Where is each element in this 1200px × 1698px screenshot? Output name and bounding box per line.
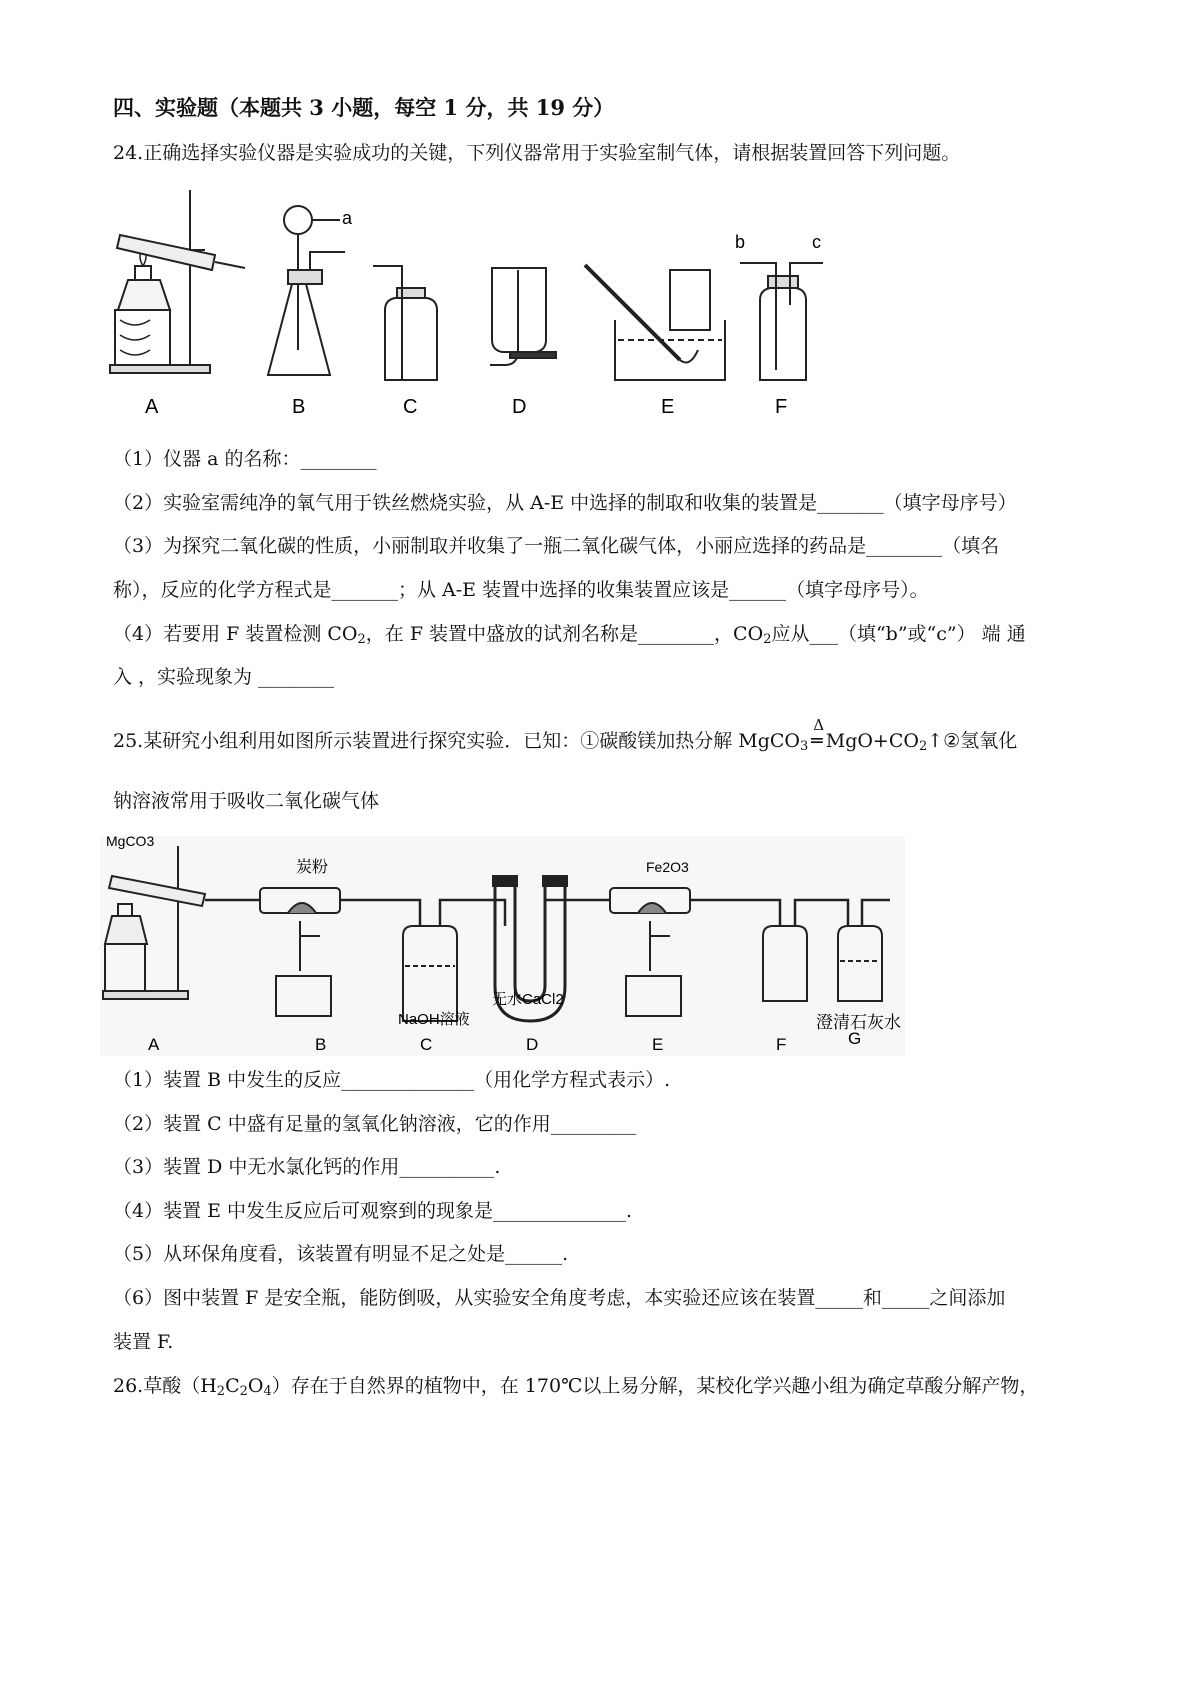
- q24-p3b: 称），反应的化学方程式是_______；从 A-E 装置中选择的收集装置应该是______（填字母序号）。: [113, 579, 929, 601]
- q25-stem-part3: ↑②氢氧化: [927, 730, 1018, 752]
- q25-apparatus-figure: [0, 826, 1200, 1058]
- section-title: 四、实验题（本题共 3 小题，每空 1 分，共 19 分）: [113, 95, 615, 120]
- apparatus-a: [110, 190, 245, 373]
- fig1-label-a: A: [145, 396, 159, 418]
- q25-stem-arrow: Δ ═: [811, 728, 822, 754]
- q25-p6b: 装置 F.: [113, 1331, 174, 1353]
- q25-p4: （4）装置 E 中发生反应后可观察到的现象是______________.: [113, 1200, 633, 1222]
- q26-sub2: 2: [239, 1384, 248, 1399]
- q24-stem: 24.正确选择实验仪器是实验成功的关键，下列仪器常用于实验室制气体，请根据装置回答下列问题。: [113, 142, 961, 164]
- fig2-tanfen: 炭粉: [296, 859, 329, 876]
- fig2-label-f: F: [776, 1035, 787, 1054]
- q25-delta: Δ: [813, 716, 825, 734]
- apparatus-d: [490, 268, 556, 365]
- q24-p4a-part1: （4）若要用 F 装置检测 CO: [113, 623, 358, 645]
- label-b: b: [735, 232, 746, 252]
- fig1-label-d: D: [512, 396, 527, 418]
- q24-p2: （2）实验室需纯净的氧气用于铁丝燃烧实验，从 A-E 中选择的制取和收集的装置是_______（填字母序号）: [113, 492, 1017, 514]
- q26-part3: O: [247, 1375, 264, 1397]
- q26-stem: [113, 1373, 1038, 1399]
- q24-p4a-part3: 应从___（填“b”或“c”） 端 通: [771, 623, 1026, 645]
- q26-sub1: 2: [216, 1384, 226, 1399]
- q25-stem-part1: 25.某研究小组利用如图所示装置进行探究实验．已知：①碳酸镁加热分解 MgCO: [113, 730, 800, 752]
- q25-stem-part2: MgO+CO: [825, 730, 919, 752]
- apparatus-c: [373, 266, 437, 380]
- q25-stem-sub3: 3: [800, 739, 809, 754]
- q25-p3: （3）装置 D 中无水氯化钙的作用__________.: [113, 1156, 501, 1178]
- fig1-label-e: E: [661, 396, 675, 418]
- q26-sub3: 4: [263, 1384, 272, 1399]
- apparatus-e: [585, 265, 725, 380]
- q24-p4a-sub2: 2: [763, 632, 772, 647]
- fig2-cacl2: 无水CaCl2: [492, 991, 564, 1008]
- q24-p4a-part2: ，在 F 装置中盛放的试剂名称是________，CO: [365, 623, 764, 645]
- fig2-label-c: C: [420, 1035, 433, 1054]
- fig1-label-f: F: [775, 396, 788, 418]
- fig2-limewater: 澄清石灰水: [816, 1013, 901, 1032]
- q24-p3a: （3）为探究二氧化碳的性质，小丽制取并收集了一瓶二氧化碳气体，小丽应选择的药品是________（填名: [113, 535, 1000, 557]
- q26-part2: C: [225, 1375, 240, 1397]
- q24-p4a-sub1: 2: [357, 632, 366, 647]
- label-a: a: [342, 208, 353, 228]
- fig2-naoh: NaOH溶液: [398, 1011, 470, 1028]
- q25-p2: （2）装置 C 中盛有足量的氢氧化钠溶液，它的作用_________: [113, 1113, 637, 1135]
- q24-p4a: [113, 621, 1026, 647]
- q25-p1: （1）装置 B 中发生的反应______________（用化学方程式表示）.: [113, 1069, 671, 1091]
- apparatus-f: [740, 263, 823, 380]
- fig2-label-a: A: [148, 1035, 160, 1054]
- fig1-label-c: C: [403, 396, 418, 418]
- fig2-label-d: D: [526, 1035, 539, 1054]
- fig1-label-b: B: [292, 396, 306, 418]
- q25-stem-line2: 钠溶液常用于吸收二氧化碳气体: [113, 790, 380, 812]
- q26-part4: ）存在于自然界的植物中，在 170℃以上易分解，某校化学兴趣小组为确定草酸分解产物，: [271, 1375, 1039, 1397]
- fig2-label-b: B: [315, 1035, 327, 1054]
- fig2-label-e: E: [652, 1035, 664, 1054]
- fig2-label-g: G: [848, 1029, 862, 1048]
- q25-stem-sub2: 2: [918, 739, 928, 754]
- apparatus-b: [268, 206, 345, 375]
- label-c: c: [812, 232, 821, 252]
- q25-p5: （5）从环保角度看，该装置有明显不足之处是______.: [113, 1243, 569, 1265]
- q24-apparatus-figure: [0, 180, 1200, 440]
- fig2-mgco3: MgCO3: [106, 833, 155, 849]
- q26-part1: 26.草酸（H: [113, 1375, 217, 1397]
- q24-p4b: 入 ，实验现象为 ________: [113, 666, 335, 688]
- q24-p1: （1）仪器 a 的名称：________: [113, 448, 377, 470]
- q25-p6a: （6）图中装置 F 是安全瓶，能防倒吸，从实验安全角度考虑，本实验还应该在装置_____和_____之间添加: [113, 1287, 1006, 1309]
- q25-stem: [113, 716, 1018, 754]
- fig2-fe2o3: Fe2O3: [646, 859, 689, 875]
